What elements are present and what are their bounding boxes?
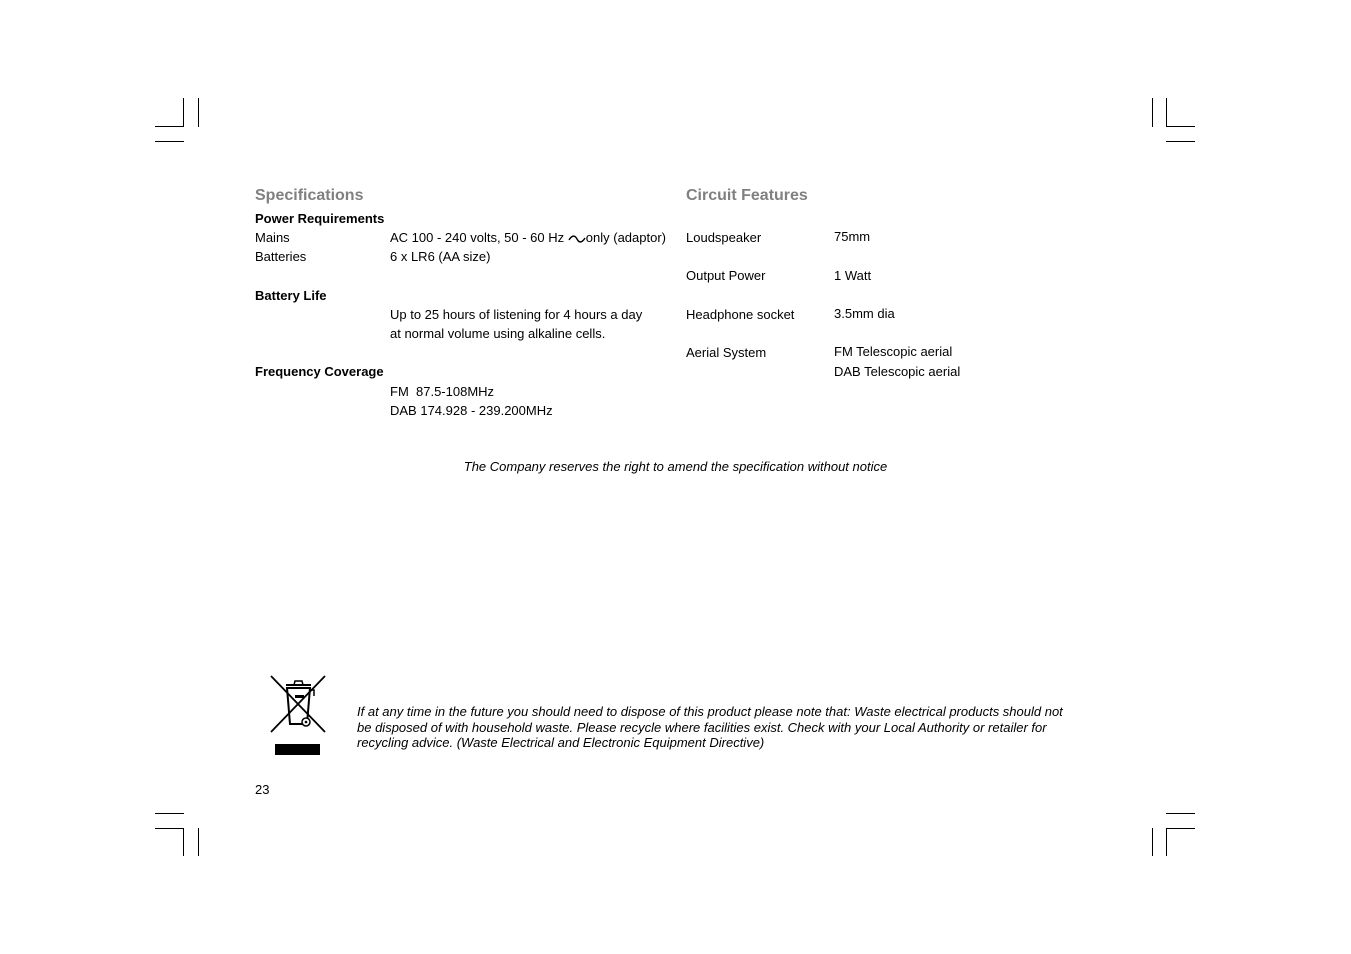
ac-tilde-icon — [568, 231, 586, 246]
frequency-dab: DAB 174.928 - 239.200MHz — [390, 403, 553, 418]
battery-life-heading: Battery Life — [255, 288, 327, 303]
headphone-label: Headphone socket — [686, 307, 795, 322]
crop-mark — [198, 98, 199, 127]
crop-mark — [155, 828, 184, 829]
crop-mark — [1152, 828, 1153, 856]
mains-label: Mains — [255, 230, 290, 245]
page-number: 23 — [255, 782, 270, 797]
batteries-value: 6 x LR6 (AA size) — [390, 249, 491, 264]
crop-mark — [1166, 813, 1195, 814]
crop-mark — [1152, 98, 1153, 127]
crop-mark — [1166, 126, 1195, 127]
crop-mark — [155, 141, 184, 142]
loudspeaker-label: Loudspeaker — [686, 230, 762, 245]
crop-mark — [198, 828, 199, 856]
aerial-value-dab: DAB Telescopic aerial — [834, 364, 961, 379]
crop-mark — [1166, 98, 1167, 127]
aerial-value-fm: FM Telescopic aerial — [834, 344, 953, 359]
crop-mark — [155, 126, 184, 127]
crop-mark — [155, 813, 184, 814]
aerial-label: Aerial System — [686, 345, 767, 360]
mains-adaptor-note: only (adaptor) — [585, 230, 666, 245]
battery-life-line2: at normal volume using alkaline cells. — [390, 326, 606, 341]
specification-notice: The Company reserves the right to amend the specification without notice — [463, 459, 888, 474]
specifications-title: Specifications — [255, 187, 364, 204]
output-power-label: Output Power — [686, 268, 766, 283]
output-power-value: 1 Watt — [834, 268, 872, 283]
crop-mark — [183, 98, 184, 127]
battery-life-line1: Up to 25 hours of listening for 4 hours a day — [390, 307, 643, 322]
frequency-coverage-heading: Frequency Coverage — [255, 364, 384, 379]
mains-value — [390, 230, 666, 246]
crop-mark — [1166, 828, 1167, 856]
crop-mark — [183, 828, 184, 856]
batteries-label: Batteries — [255, 249, 307, 264]
circuit-features-title: Circuit Features — [686, 187, 808, 204]
headphone-value: 3.5mm dia — [834, 306, 895, 321]
frequency-fm: FM 87.5-108MHz — [390, 384, 495, 399]
mains-voltage: AC 100 - 240 volts, 50 - 60 Hz — [390, 230, 565, 245]
crop-mark — [1166, 828, 1195, 829]
crossed-out-wheelie-bin-icon — [269, 674, 327, 758]
weee-disposal-text: If at any time in the future you should need to dispose of this product please note that: Waste electrical products should not be disposed of with household waste. Please recycle where facilities exist. Check with your Local Authority or retailer for recycling advice. (Waste Electrical and Electronic Equipment Directive) — [357, 704, 1063, 750]
loudspeaker-value: 75mm — [834, 229, 871, 244]
power-requirements-heading: Power Requirements — [255, 211, 385, 226]
crop-mark — [1166, 141, 1195, 142]
